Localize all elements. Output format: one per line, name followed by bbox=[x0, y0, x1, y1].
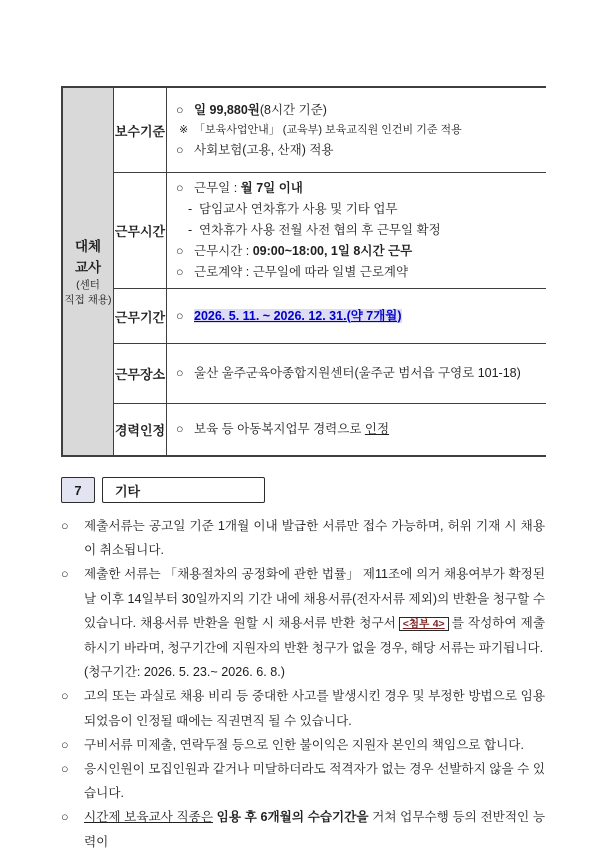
line-text bbox=[194, 100, 327, 121]
text-segment: 보육 등 아동복지업무 경력으로 bbox=[194, 422, 365, 436]
text-segment: (청구기간: 2026. 5. 23.~ 2026. 6. 8.) bbox=[84, 665, 285, 680]
text-segment: 응시인원이 모집인원과 같거나 미달하더라도 적격자가 없는 경우 선발하지 않을 수 있습니다. bbox=[84, 762, 545, 801]
bullet-item bbox=[61, 733, 545, 757]
row-content-work-period bbox=[167, 289, 546, 344]
table-line bbox=[176, 140, 540, 161]
text-segment: 「보육사업안내」 (교육부) 보육교직원 인건비 기준 적용 bbox=[194, 123, 462, 136]
text-segment: 연차휴가 사용 전월 사전 협의 후 근무일 확정 bbox=[199, 223, 441, 237]
text-segment: 담임교사 연차휴가 사용 및 기타 업무 bbox=[199, 202, 398, 216]
table-line bbox=[176, 363, 540, 384]
text-segment: 구비서류 미제출, 연락두절 등으로 인한 불이익은 지원자 본인의 책임으로 합니다. bbox=[84, 737, 524, 752]
bullet-item bbox=[61, 805, 545, 848]
group-title-line: 대체 bbox=[74, 238, 102, 254]
row-content-work-place bbox=[167, 344, 546, 404]
section-header-etc bbox=[61, 477, 265, 503]
table-line bbox=[176, 178, 540, 199]
row-label-work-hours: 근무시간 bbox=[114, 173, 167, 289]
notes-list bbox=[61, 514, 545, 848]
bullet-extra-line bbox=[84, 660, 545, 684]
table-line bbox=[176, 306, 540, 327]
list-marker: ○ bbox=[176, 308, 184, 323]
table-line bbox=[176, 220, 540, 241]
list-marker: ○ bbox=[176, 181, 184, 195]
table-line bbox=[176, 121, 540, 140]
table-line bbox=[176, 241, 540, 262]
text-segment: 근무시간 : bbox=[194, 244, 253, 258]
row-content-career-recognition bbox=[167, 404, 546, 455]
bullet-marker: ○ bbox=[61, 810, 69, 825]
text-segment: 고의 또는 과실로 채용 비리 등 중대한 사고를 발생시킨 경우 및 부정한 방법으로 임용되었음이 인정될 때에는 직권면직 될 수 있습니다. bbox=[84, 689, 545, 728]
text-segment: 를 작성하여 제출하시기 바라며, 청구기간에 지원자의 반환 청구가 없을 경우, 해당 서류는 파기됩니다. bbox=[84, 615, 545, 656]
text-segment: 거쳐 업무수행 등의 전반적인 능력이 bbox=[84, 810, 546, 848]
text-segment: 시간제 보육교사 직종은 bbox=[84, 810, 213, 825]
text-segment: 인정 bbox=[364, 422, 390, 436]
text-segment: 사회보험(고용, 산재) 적용 bbox=[194, 142, 334, 157]
list-marker: ○ bbox=[176, 422, 184, 436]
list-marker: ※ bbox=[179, 123, 189, 136]
bullet-marker: ○ bbox=[61, 689, 69, 704]
text-segment: 제출서류는 공고일 기준 1개월 이내 발급한 서류만 접수 가능하며, 허위 기재 시 채용이 취소됩니다. bbox=[84, 519, 545, 558]
list-marker: - bbox=[188, 223, 193, 237]
bullet-item bbox=[61, 514, 545, 562]
bullet-item bbox=[61, 757, 545, 805]
group-subtitle-line: (센터 bbox=[76, 278, 100, 291]
bullet-marker: ○ bbox=[61, 762, 69, 777]
table-line bbox=[176, 262, 540, 283]
text-segment: 월 7일 이내 bbox=[240, 181, 303, 195]
bullet-marker: ○ bbox=[61, 737, 69, 752]
text-segment: 근무일 : bbox=[194, 181, 241, 195]
row-content-work-hours bbox=[167, 173, 546, 289]
line-text bbox=[194, 178, 303, 199]
list-marker: - bbox=[188, 202, 193, 216]
text-segment: 근로계약 : 근무일에 따라 일별 근로계약 bbox=[194, 265, 409, 279]
text-segment: 임용 후 6개월의 수습기간을 bbox=[216, 810, 369, 825]
group-title-line: 교사 bbox=[74, 259, 102, 275]
text-segment: 울산 울주군육아종합지원센터(울주군 범서읍 구영로 101-18) bbox=[194, 366, 521, 380]
table-line bbox=[176, 100, 540, 121]
line-text bbox=[194, 419, 389, 440]
line-text bbox=[194, 241, 412, 262]
group-cell-substitute-teacher bbox=[63, 88, 114, 455]
bullet-item bbox=[61, 562, 545, 684]
bullet-marker: ○ bbox=[61, 567, 69, 582]
row-label-work-period: 근무기간 bbox=[114, 289, 167, 344]
list-marker: ○ bbox=[176, 142, 184, 157]
text-segment: (8시간 기준) bbox=[259, 102, 327, 117]
text-segment: <첨부 4> bbox=[399, 617, 449, 631]
line-text bbox=[194, 121, 462, 140]
text-segment: 09:00~18:00, 1일 8시간 근무 bbox=[252, 244, 413, 258]
list-marker: ○ bbox=[176, 366, 184, 380]
section-title-box: 기타 bbox=[102, 477, 265, 503]
bullet-marker: ○ bbox=[61, 519, 69, 533]
row-label-work-place: 근무장소 bbox=[114, 344, 167, 404]
section-number-badge: 7 bbox=[61, 477, 95, 503]
list-marker: ○ bbox=[176, 244, 184, 258]
line-text bbox=[199, 199, 398, 220]
row-label-pay-standard: 보수기준 bbox=[114, 88, 167, 173]
row-label-career-recognition: 경력인정 bbox=[114, 404, 167, 455]
table-line bbox=[176, 199, 540, 220]
text-segment: 2026. 5. 11. ~ 2026. 12. 31.(약 7개월) bbox=[194, 308, 402, 323]
group-subtitle-line: 직접 채용) bbox=[64, 293, 112, 306]
bullet-item bbox=[61, 684, 545, 732]
line-text bbox=[194, 140, 334, 161]
line-text bbox=[194, 363, 521, 384]
line-text bbox=[194, 306, 402, 327]
recruitment-info-table bbox=[61, 86, 546, 457]
list-marker: ○ bbox=[176, 102, 184, 117]
text-segment: 제출한 서류는 「채용절차의 공정화에 관한 법률」 제11조에 의거 채용여부가 확정된 날 이후 14일부터 30일까지의 기간 내에 채용서류(전자서류 제외)의 반환을 청구할 수 있습니다. 채용서류 반환을 원할 시 채용서류 반환 청구서 bbox=[84, 567, 545, 630]
text-segment: 일 99,880원 bbox=[194, 102, 260, 117]
list-marker: ○ bbox=[176, 265, 184, 279]
row-content-pay-standard bbox=[167, 88, 546, 173]
table-line bbox=[176, 419, 540, 440]
line-text bbox=[194, 262, 408, 283]
line-text bbox=[199, 220, 441, 241]
